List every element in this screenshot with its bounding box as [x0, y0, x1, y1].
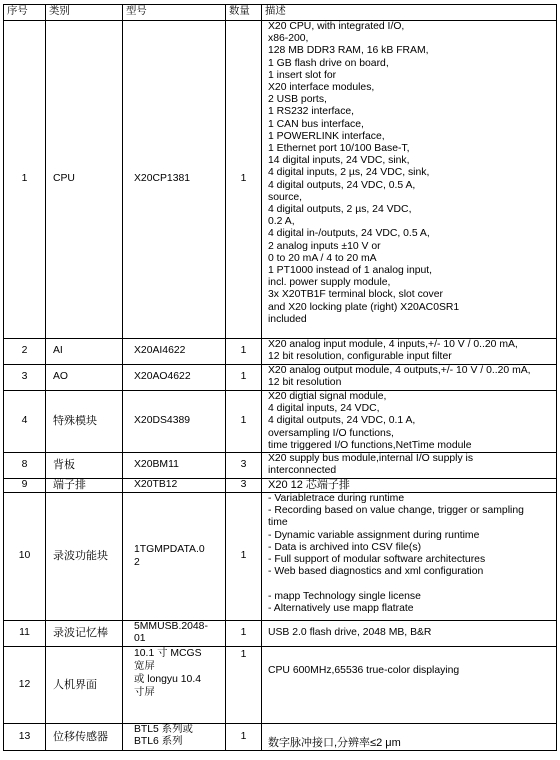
row-number: 11	[4, 621, 46, 647]
row-number: 1	[4, 21, 46, 339]
table-row	[4, 479, 557, 493]
table-row	[4, 453, 557, 479]
row-category: 录波功能块	[46, 493, 123, 621]
row-number: 3	[4, 365, 46, 391]
table-row	[4, 391, 557, 453]
header-category: 类别	[46, 5, 123, 21]
row-description: - Variabletrace during runtime - Recording based on value change, trigger or sampling time - Dynamic variable assignment during runtime - Data is archived into CSV file(s) - Full support of modular software architectures - Web based diagnostics and xml configuration - mapp Technology single license - Alternatively use mapp flatrate	[262, 493, 557, 621]
row-category: 端子排	[46, 479, 123, 493]
header-no: 序号	[4, 5, 46, 21]
row-quantity: 1	[226, 621, 262, 647]
row-description: X20 12 芯端子排	[262, 479, 557, 493]
row-quantity: 1	[226, 339, 262, 365]
row-description: X20 supply bus module,internal I/O supply is interconnected	[262, 453, 557, 479]
row-model: X20AO4622	[123, 365, 226, 391]
row-number: 12	[4, 647, 46, 724]
row-quantity: 1	[226, 724, 262, 751]
row-category: 位移传感器	[46, 724, 123, 751]
header-description: 描述	[262, 5, 557, 21]
header-qty: 数量	[226, 5, 262, 21]
table-row	[4, 365, 557, 391]
table-row	[4, 493, 557, 621]
row-description: CPU 600MHz,65536 true-color displaying	[262, 647, 557, 724]
row-number: 8	[4, 453, 46, 479]
table-row	[4, 339, 557, 365]
table-row	[4, 647, 557, 724]
row-category: CPU	[46, 21, 123, 339]
row-model: X20AI4622	[123, 339, 226, 365]
row-number: 2	[4, 339, 46, 365]
table-header-row	[4, 5, 557, 21]
row-category: AO	[46, 365, 123, 391]
row-model: 5MMUSB.2048- 01	[123, 621, 226, 647]
row-model: 10.1 寸 MCGS 宽屏 或 longyu 10.4 寸屏	[123, 647, 226, 724]
row-description: USB 2.0 flash drive, 2048 MB, B&R	[262, 621, 557, 647]
row-model: 1TGMPDATA.0 2	[123, 493, 226, 621]
row-description: X20 digtial signal module, 4 digital inputs, 24 VDC, 4 digital outputs, 24 VDC, 0.1 A, oversampling I/O functions, time triggered I/O functions,NetTime module	[262, 391, 557, 453]
row-quantity: 1	[226, 21, 262, 339]
row-model: X20DS4389	[123, 391, 226, 453]
row-description: X20 analog input module, 4 inputs,+/- 10 V / 0..20 mA, 12 bit resolution, configurable input filter	[262, 339, 557, 365]
row-quantity: 3	[226, 479, 262, 493]
row-quantity: 1	[226, 647, 262, 724]
table-row	[4, 621, 557, 647]
row-quantity: 1	[226, 391, 262, 453]
row-model: X20CP1381	[123, 21, 226, 339]
table-row	[4, 21, 557, 339]
row-category: 特殊模块	[46, 391, 123, 453]
row-category: 人机界面	[46, 647, 123, 724]
spec-sheet	[3, 4, 557, 751]
row-description: 数字脉冲接口,分辨率≤2 μm	[262, 724, 557, 751]
row-number: 4	[4, 391, 46, 453]
row-number: 10	[4, 493, 46, 621]
row-category: 背板	[46, 453, 123, 479]
row-description: X20 CPU, with integrated I/O, x86-200, 128 MB DDR3 RAM, 16 kB FRAM, 1 GB flash drive on board, 1 insert slot for X20 interface modules, 2 USB ports, 1 RS232 interface, 1 CAN bus interface, 1 POWERLINK interface, 1 Ethernet port 10/100 Base-T, 14 digital inputs, 24 VDC, sink, 4 digital inputs, 2 µs, 24 VDC, sink, 4 digital outputs, 24 VDC, 0.5 A, source, 4 digital outputs, 2 µs, 24 VDC, 0.2 A, 4 digital in-/outputs, 24 VDC, 0.5 A, 2 analog inputs ±10 V or 0 to 20 mA / 4 to 20 mA 1 PT1000 instead of 1 analog input, incl. power supply module, 3x X20TB1F terminal block, slot cover and X20 locking plate (right) X20AC0SR1 included	[262, 21, 557, 339]
row-number: 9	[4, 479, 46, 493]
row-description: X20 analog output module, 4 outputs,+/- 10 V / 0..20 mA, 12 bit resolution	[262, 365, 557, 391]
row-quantity: 1	[226, 493, 262, 621]
row-category: AI	[46, 339, 123, 365]
row-model: X20TB12	[123, 479, 226, 493]
row-model: X20BM11	[123, 453, 226, 479]
component-table	[3, 4, 557, 751]
row-model: BTL5 系列或 BTL6 系列	[123, 724, 226, 751]
table-row	[4, 724, 557, 751]
row-category: 录波记忆棒	[46, 621, 123, 647]
row-quantity: 3	[226, 453, 262, 479]
row-number: 13	[4, 724, 46, 751]
row-quantity: 1	[226, 365, 262, 391]
header-model: 型号	[123, 5, 226, 21]
